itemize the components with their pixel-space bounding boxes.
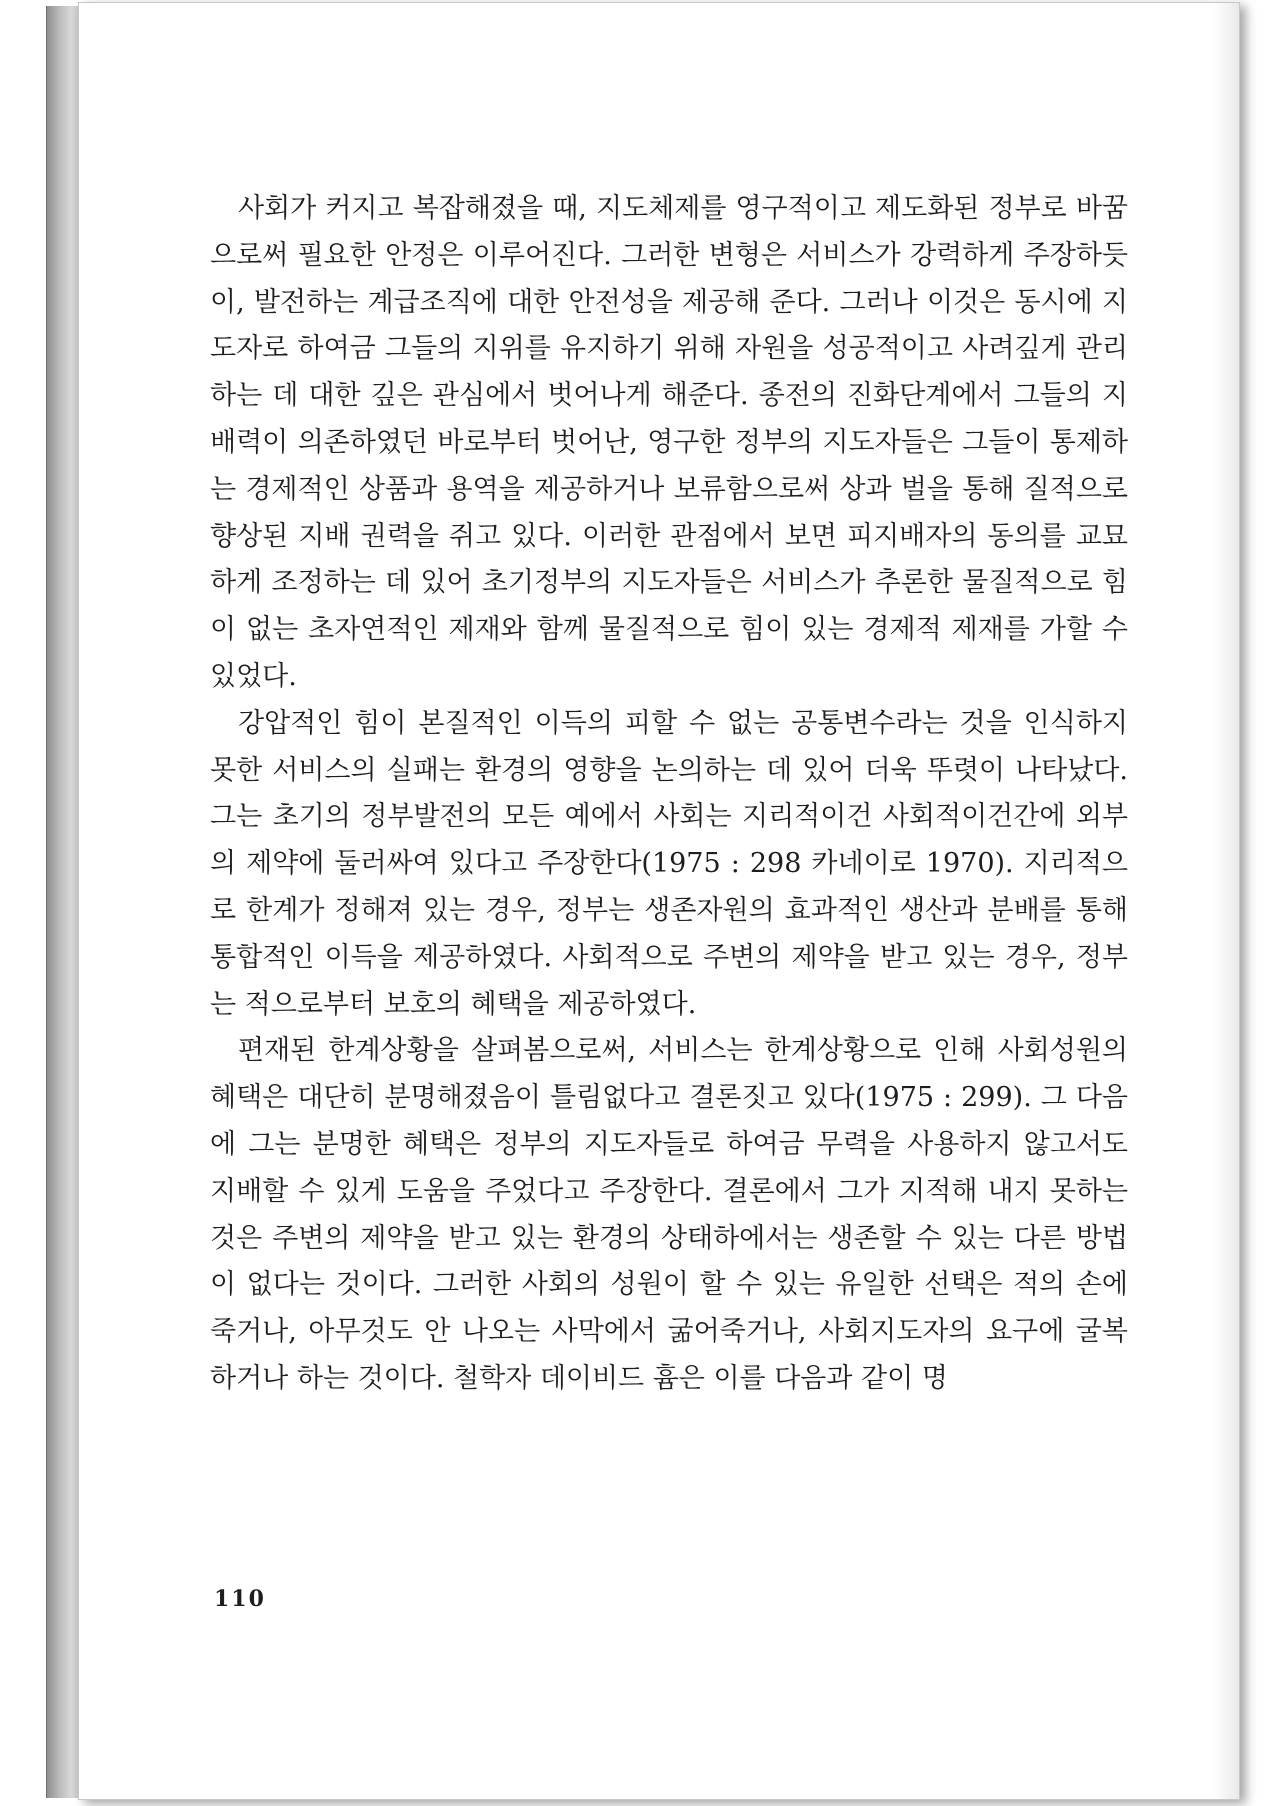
page-shading <box>1213 3 1239 1799</box>
body-text <box>210 186 1128 1403</box>
page-stack-edge <box>46 6 81 1798</box>
page-number: 110 <box>214 1586 266 1612</box>
paragraph-3: 편재된 한계상황을 살펴봄으로써, 서비스는 한계상황으로 인해 사회성원의 혜택은 대단히 분명해졌음이 틀림없다고 결론짓고 있다(1975 : 299). 그 다음에 그는 분명한 혜택은 정부의 지도자들로 하여금 무력을 사용하지 않고서도 지배할 수 있게 도움을 주었다고 주장한다. 결론에서 그가 지적해 내지 못하는 것은 주변의 제약을 받고 있는 환경의 상태하에서는 생존할 수 있는 다른 방법이 없다는 것이다. 그러한 사회의 성원이 할 수 있는 유일한 선택은 적의 손에 죽거나, 아무것도 안 나오는 사막에서 굶어죽거나, 사회지도자의 요구에 굴복하거나 하는 것이다. 철학자 데이비드 흄은 이를 다음과 같이 명 <box>210 1035 1128 1394</box>
paragraph-1: 사회가 커지고 복잡해졌을 때, 지도체제를 영구적이고 제도화된 정부로 바꿈으로써 필요한 안정은 이루어진다. 그러한 변형은 서비스가 강력하게 주장하듯이, 발전하는 계급조직에 대한 안전성을 제공해 준다. 그러나 이것은 동시에 지도자로 하여금 그들의 지위를 유지하기 위해 자원을 성공적이고 사려깊게 관리하는 데 대한 깊은 관심에서 벗어나게 해준다. 종전의 진화단계에서 그들의 지배력이 의존하였던 바로부터 벗어난, 영구한 정부의 지도자들은 그들이 통제하는 경제적인 상품과 용역을 제공하거나 보류함으로써 상과 벌을 통해 질적으로 향상된 지배 권력을 쥐고 있다. 이러한 관점에서 보면 피지배자의 동의를 교묘하게 조정하는 데 있어 초기정부의 지도자들은 서비스가 추론한 물질적으로 힘이 없는 초자연적인 제재와 함께 물질적으로 힘이 있는 경제적 제재를 가할 수 있었다. <box>210 193 1128 692</box>
paragraph-2: 강압적인 힘이 본질적인 이득의 피할 수 없는 공통변수라는 것을 인식하지 못한 서비스의 실패는 환경의 영향을 논의하는 데 있어 더욱 뚜렷이 나타났다. 그는 초기의 정부발전의 모든 예에서 사회는 지리적이건 사회적이건간에 외부의 제약에 둘러싸여 있다고 주장한다(1975 : 298 카네이로 1970). 지리적으로 한계가 정해져 있는 경우, 정부는 생존자원의 효과적인 생산과 분배를 통해 통합적인 이득을 제공하였다. 사회적으로 주변의 제약을 받고 있는 경우, 정부는 적으로부터 보호의 혜택을 제공하였다. <box>210 707 1128 1020</box>
